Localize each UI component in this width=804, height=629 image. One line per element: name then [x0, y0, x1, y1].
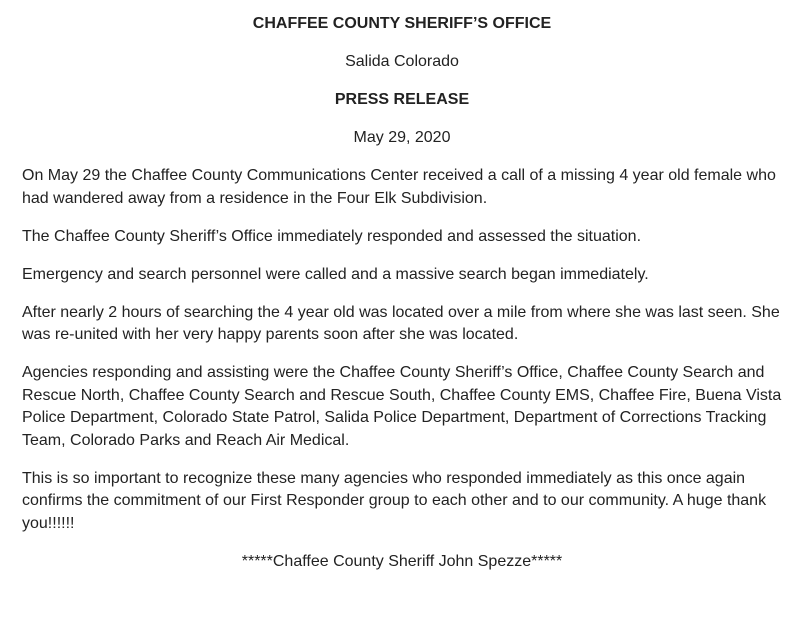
office-location: Salida Colorado	[345, 53, 459, 70]
paragraph-agencies: Agencies responding and assisting were the Chaffee County Sheriff’s Office, Chaffee County Search and Rescue North, Chaffee County Search and Rescue South, Chaffee County EMS, Chaffee Fire, Buena Vista Police Department, Colorado State Patrol, Salida Police Department, Department of Corrections Tracking Team, Colorado Parks and Reach Air Medical.	[22, 364, 782, 449]
paragraph-search: Emergency and search personnel were called and a massive search began immediately.	[22, 265, 649, 283]
sheriff-signature: *****Chaffee County Sheriff John Spezze*****	[241, 552, 563, 570]
paragraph-response: The Chaffee County Sheriff’s Office immediately responded and assessed the situation.	[22, 227, 642, 245]
press-release-label: PRESS RELEASE	[334, 91, 470, 108]
paragraph-thanks: This is so important to recognize these many agencies who responded immediately as this once again confirms the commitment of our First Responder group to each other and to our community. A huge thank you!!!!!!	[22, 469, 767, 532]
release-date: May 29, 2020	[353, 129, 451, 146]
paragraph-incident: On May 29 the Chaffee County Communications Center received a call of a missing 4 year old female who had wandered away from a residence in the Four Elk Subdivision.	[22, 167, 776, 207]
paragraph-located: After nearly 2 hours of searching the 4 year old was located over a mile from where she was last seen. She was re-united with her very happy parents soon after she was located.	[22, 303, 780, 343]
office-title: CHAFFEE COUNTY SHERIFF’S OFFICE	[252, 15, 552, 32]
